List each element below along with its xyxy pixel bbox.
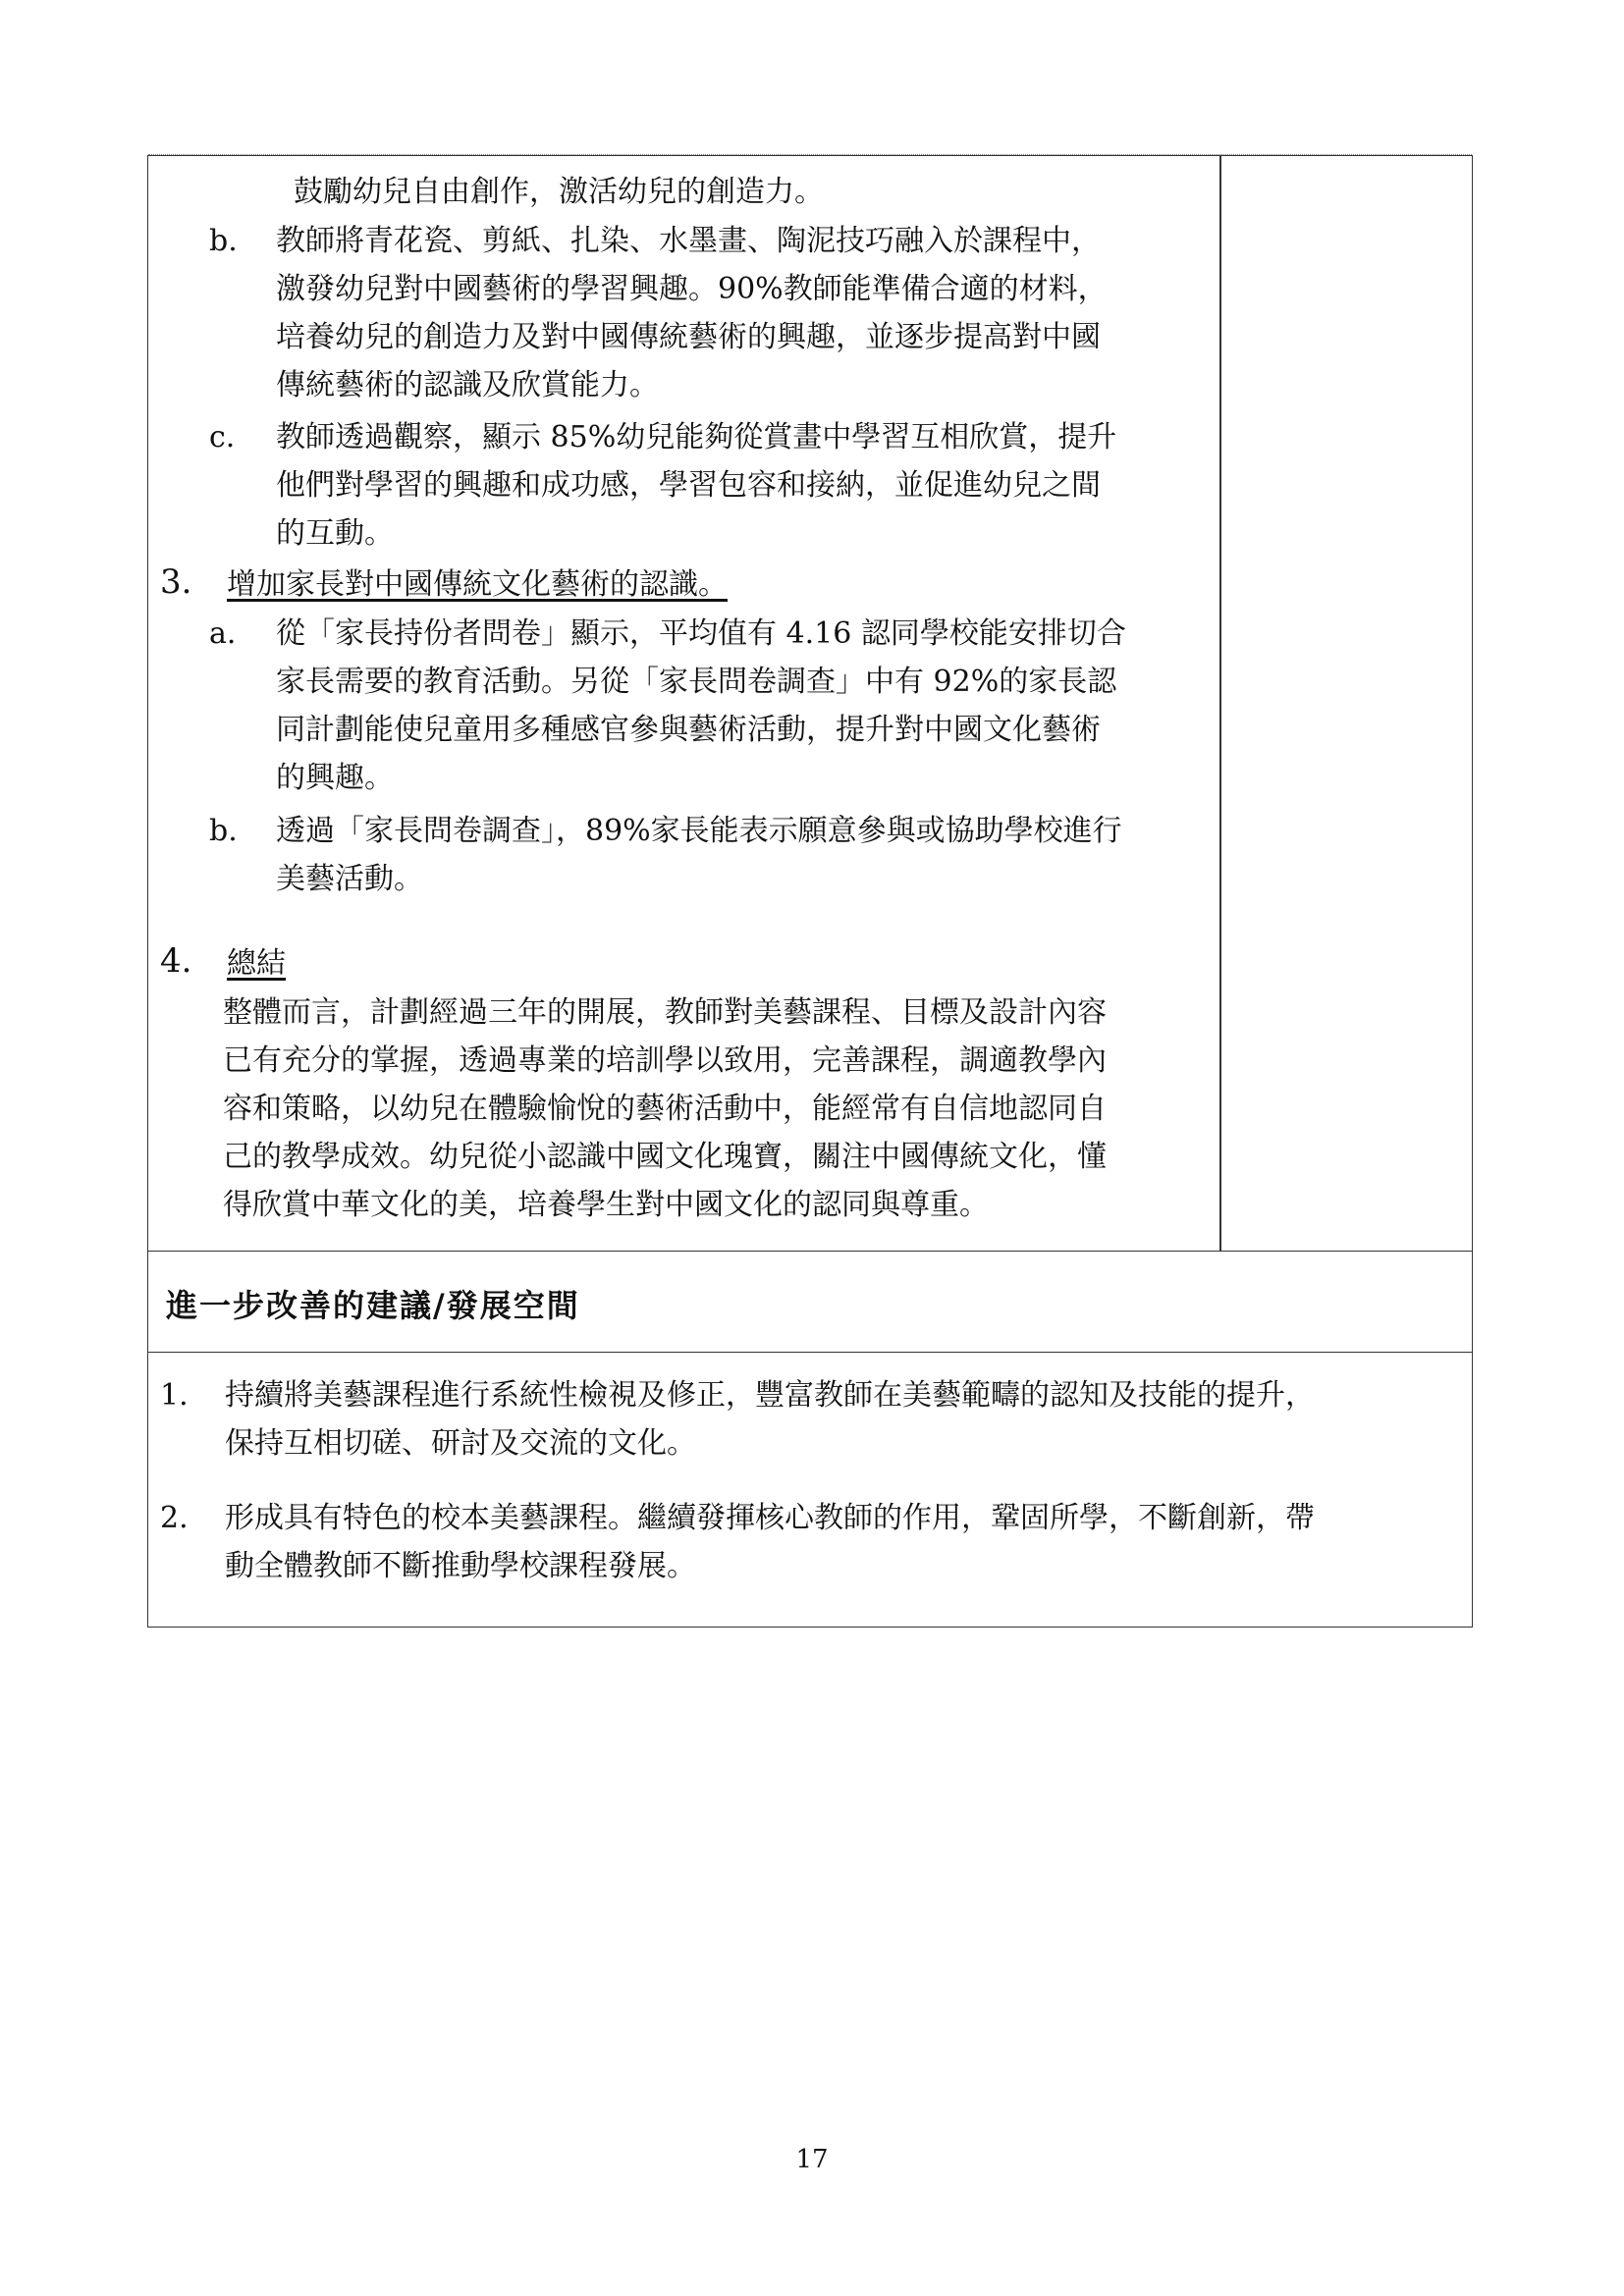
item-c-marker: c. xyxy=(209,420,236,454)
suggestions-header xyxy=(148,1252,1472,1353)
item-b-line: 教師將青花瓷、剪紙、扎染、水墨畫、陶泥技巧融入於課程中， xyxy=(276,224,1101,258)
item-3b-line: 透過「家長問卷調查」，89%家長能表示願意參與或協助學校進行 xyxy=(276,814,1122,848)
continuation-line: 鼓勵幼兒自由創作，激活幼兒的創造力。 xyxy=(294,175,824,209)
suggestion-2-line: 動全體教師不斷推動學校課程發展。 xyxy=(225,1549,696,1583)
evaluation-content-cell xyxy=(148,156,1219,1251)
item-b-line: 傳統藝術的認識及欣賞能力。 xyxy=(276,368,659,402)
item-c-line: 教師透過觀察，顯示 85%幼兒能夠從賞畫中學習互相欣賞，提升 xyxy=(276,420,1117,454)
suggestion-1-line: 持續將美藝課程進行系統性檢視及修正，豐富教師在美藝範疇的認知及技能的提升， xyxy=(225,1378,1315,1413)
summary-line: 己的教學成效。幼兒從小認識中國文化瑰寶，關注中國傳統文化，懂 xyxy=(223,1140,1107,1174)
suggestions-table xyxy=(147,1252,1473,1628)
suggestion-1-line: 保持互相切磋、研討及交流的文化。 xyxy=(225,1426,696,1461)
summary-line: 已有充分的掌握，透過專業的培訓學以致用，完善課程，調適教學內 xyxy=(223,1043,1107,1078)
summary-line: 得欣賞中華文化的美，培養學生對中國文化的認同與尊重。 xyxy=(223,1188,989,1222)
item-b-marker: b. xyxy=(209,224,238,258)
suggestion-1-marker: 1. xyxy=(160,1378,189,1413)
heading-3-number: 3. xyxy=(160,562,192,602)
item-3b-line: 美藝活動。 xyxy=(276,862,423,896)
suggestion-2-line: 形成具有特色的校本美藝課程。繼續發揮核心教師的作用，鞏固所學，不斷創新，帶 xyxy=(225,1501,1315,1535)
item-b-line: 培養幼兒的創造力及對中國傳統藝術的興趣，並逐步提高對中國 xyxy=(276,320,1101,354)
heading-3-title: 增加家長對中國傳統文化藝術的認識。 xyxy=(227,567,728,602)
item-3a-line: 從「家長持份者問卷」顯示，平均值有 4.16 認同學校能安排切合 xyxy=(276,616,1126,651)
item-3a-line: 的興趣。 xyxy=(276,761,394,795)
suggestions-title: 進一步改善的建議/發展空間 xyxy=(166,1287,580,1324)
item-3a-marker: a. xyxy=(209,616,237,651)
heading-4-number: 4. xyxy=(160,941,192,981)
summary-line: 容和策略，以幼兒在體驗愉悅的藝術活動中，能經常有自信地認同自 xyxy=(223,1092,1107,1126)
item-c-line: 他們對學習的興趣和成功感，學習包容和接納，並促進幼兒之間 xyxy=(276,468,1101,503)
item-3b-marker: b. xyxy=(209,814,238,848)
item-c-line: 的互動。 xyxy=(276,516,394,551)
column-divider xyxy=(1219,156,1221,1251)
item-3a-line: 家長需要的教育活動。另從「家長問卷調查」中有 92%的家長認 xyxy=(276,665,1117,699)
evaluation-table xyxy=(147,155,1473,1252)
summary-line: 整體而言，計劃經過三年的開展，教師對美藝課程、目標及設計內容 xyxy=(223,995,1107,1030)
item-b-line: 激發幼兒對中國藝術的學習興趣。90%教師能準備合適的材料， xyxy=(276,272,1108,306)
item-3a-line: 同計劃能使兒童用多種感官參與藝術活動，提升對中國文化藝術 xyxy=(276,713,1101,747)
suggestion-2-marker: 2. xyxy=(160,1501,189,1535)
heading-4-title: 總結 xyxy=(227,946,286,981)
page-break-line xyxy=(148,154,1472,155)
page-number: 17 xyxy=(795,2145,829,2174)
